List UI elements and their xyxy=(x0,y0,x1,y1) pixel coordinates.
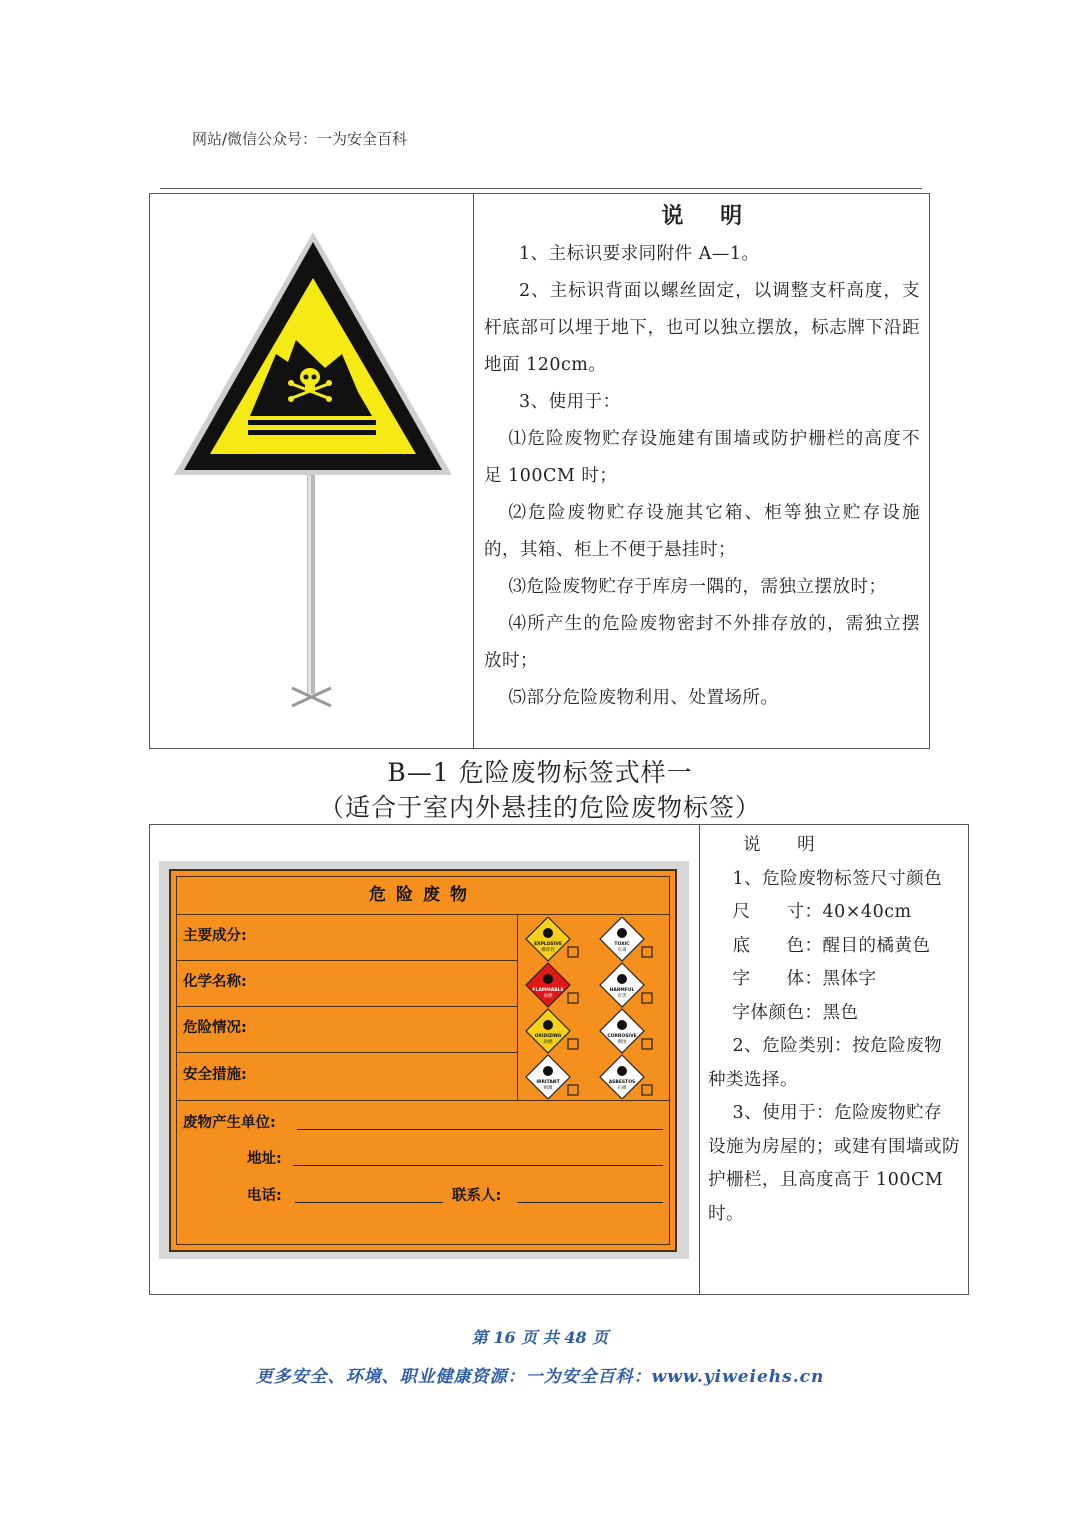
explosive-icon xyxy=(526,917,570,961)
description-line: 字体颜色：黑色 xyxy=(732,1002,859,1023)
address-label: 地址: xyxy=(247,1151,282,1167)
producer-label: 废物产生单位: xyxy=(183,1115,276,1131)
svg-text:TOXIC: TOXIC xyxy=(614,942,630,947)
sign-bar-1 xyxy=(248,420,376,425)
page-number: 第 16 页 共 48 页 xyxy=(471,1328,609,1347)
hazard-checkbox[interactable] xyxy=(568,947,578,957)
corrosive-icon xyxy=(600,1009,644,1053)
svg-text:有害: 有害 xyxy=(617,994,627,999)
label-row-safety: 安全措施: xyxy=(183,1067,247,1083)
hazard-checkbox[interactable] xyxy=(568,1039,578,1049)
svg-text:IRRITANT: IRRITANT xyxy=(536,1080,560,1085)
svg-text:易燃: 易燃 xyxy=(543,994,553,999)
label-row-chemical-name: 化学名称: xyxy=(177,961,517,1007)
svg-text:助燃: 助燃 xyxy=(543,1040,553,1045)
description-line: 3、使用于：危险废物贮存设施为房屋的；或建有围墙或防护栅栏，且高度高于 100CM 时。 xyxy=(708,1103,960,1224)
asbestos-icon xyxy=(600,1055,644,1099)
description-title: 说 明 xyxy=(661,203,743,229)
svg-text:FLAMMABLE: FLAMMABLE xyxy=(532,988,564,993)
label-row-hazard: 危险情况: xyxy=(177,1007,517,1053)
description-line: 尺 寸：40×40cm xyxy=(732,902,912,922)
hazard-checkbox[interactable] xyxy=(642,1085,652,1095)
phone-label: 电话: xyxy=(247,1188,282,1204)
label-description xyxy=(700,825,968,1294)
svg-text:OXIDIZING: OXIDIZING xyxy=(534,1034,562,1039)
stand-sign-description xyxy=(474,194,930,748)
description-item: 2、主标识背面以螺丝固定，以调整支杆高度，支杆底部可以埋于地下，也可以独立摆放，标志牌下沿距地面 120cm。 xyxy=(484,281,920,375)
flammable-icon xyxy=(526,963,570,1007)
oxidizing-icon xyxy=(526,1009,570,1053)
hazard-checkbox[interactable] xyxy=(642,947,652,957)
svg-text:ASBESTOS: ASBESTOS xyxy=(608,1080,636,1085)
svg-text:EXPLOSIVE: EXPLOSIVE xyxy=(534,942,562,947)
stand-sign-illustration xyxy=(150,194,474,748)
figure-caption-title: B—1 危险废物标签式样一 xyxy=(387,758,693,787)
sign-bar-2 xyxy=(248,430,376,435)
hazard-class-icons xyxy=(520,917,675,1099)
label-title: 危险废物 xyxy=(177,877,669,915)
description-item: ⑵危险废物贮存设施其它箱、柜等独立贮存设施的，其箱、柜上不便于悬挂时； xyxy=(484,503,920,560)
irritant-icon xyxy=(526,1055,570,1099)
svg-text:HARMFUL: HARMFUL xyxy=(609,988,635,993)
description-item: 1、主标识要求同附件 A—1。 xyxy=(519,244,760,264)
label-sample-illustration xyxy=(150,825,700,1294)
description-item: ⑸部分危险废物利用、处置场所。 xyxy=(508,688,779,708)
hazard-checkbox[interactable] xyxy=(568,993,578,1003)
footer-resource-link[interactable]: 更多安全、环境、职业健康资源：一为安全百科：www.yiweiehs.cn xyxy=(255,1367,825,1387)
svg-text:石棉: 石棉 xyxy=(617,1086,627,1091)
contact-label: 联系人: xyxy=(452,1188,502,1204)
toxic-icon xyxy=(600,917,644,961)
description-title: 说 明 xyxy=(743,835,816,855)
svg-text:有毒: 有毒 xyxy=(617,948,627,953)
stand-sign-table xyxy=(149,193,930,749)
header-source-text: 网站/微信公众号：一为安全百科 xyxy=(192,130,408,148)
description-line: 字 体：黑体字 xyxy=(732,969,877,989)
description-item: ⑶危险废物贮存于库房一隅的，需独立摆放时； xyxy=(508,577,887,597)
description-line: 2、危险类别：按危险废物种类选择。 xyxy=(708,1036,943,1090)
figure-caption-subtitle: （适合于室内外悬挂的危险废物标签） xyxy=(318,793,761,822)
hazard-checkbox[interactable] xyxy=(642,993,652,1003)
label-sample-table xyxy=(149,824,969,1295)
description-item: 3、使用于： xyxy=(519,392,621,412)
svg-text:CORROSIVE: CORROSIVE xyxy=(607,1034,637,1039)
header-divider xyxy=(160,188,922,189)
svg-text:腐蚀: 腐蚀 xyxy=(617,1040,627,1045)
description-line: 1、危险废物标签尺寸颜色 xyxy=(732,868,943,889)
description-item: ⑷所产生的危险废物密封不外排存放的，需独立摆放时； xyxy=(484,614,920,671)
hazard-checkbox[interactable] xyxy=(568,1085,578,1095)
label-row-main-components: 主要成分: xyxy=(177,915,517,961)
description-line: 底 色：醒目的橘黄色 xyxy=(732,935,931,956)
svg-text:爆炸性: 爆炸性 xyxy=(541,948,555,953)
hazardous-waste-label xyxy=(169,869,677,1252)
hazard-checkbox[interactable] xyxy=(642,1039,652,1049)
description-item: ⑴危险废物贮存设施建有围墙或防护栅栏的高度不足 100CM 时； xyxy=(484,429,920,486)
svg-text:刺激: 刺激 xyxy=(543,1086,553,1091)
harmful-icon xyxy=(600,963,644,1007)
